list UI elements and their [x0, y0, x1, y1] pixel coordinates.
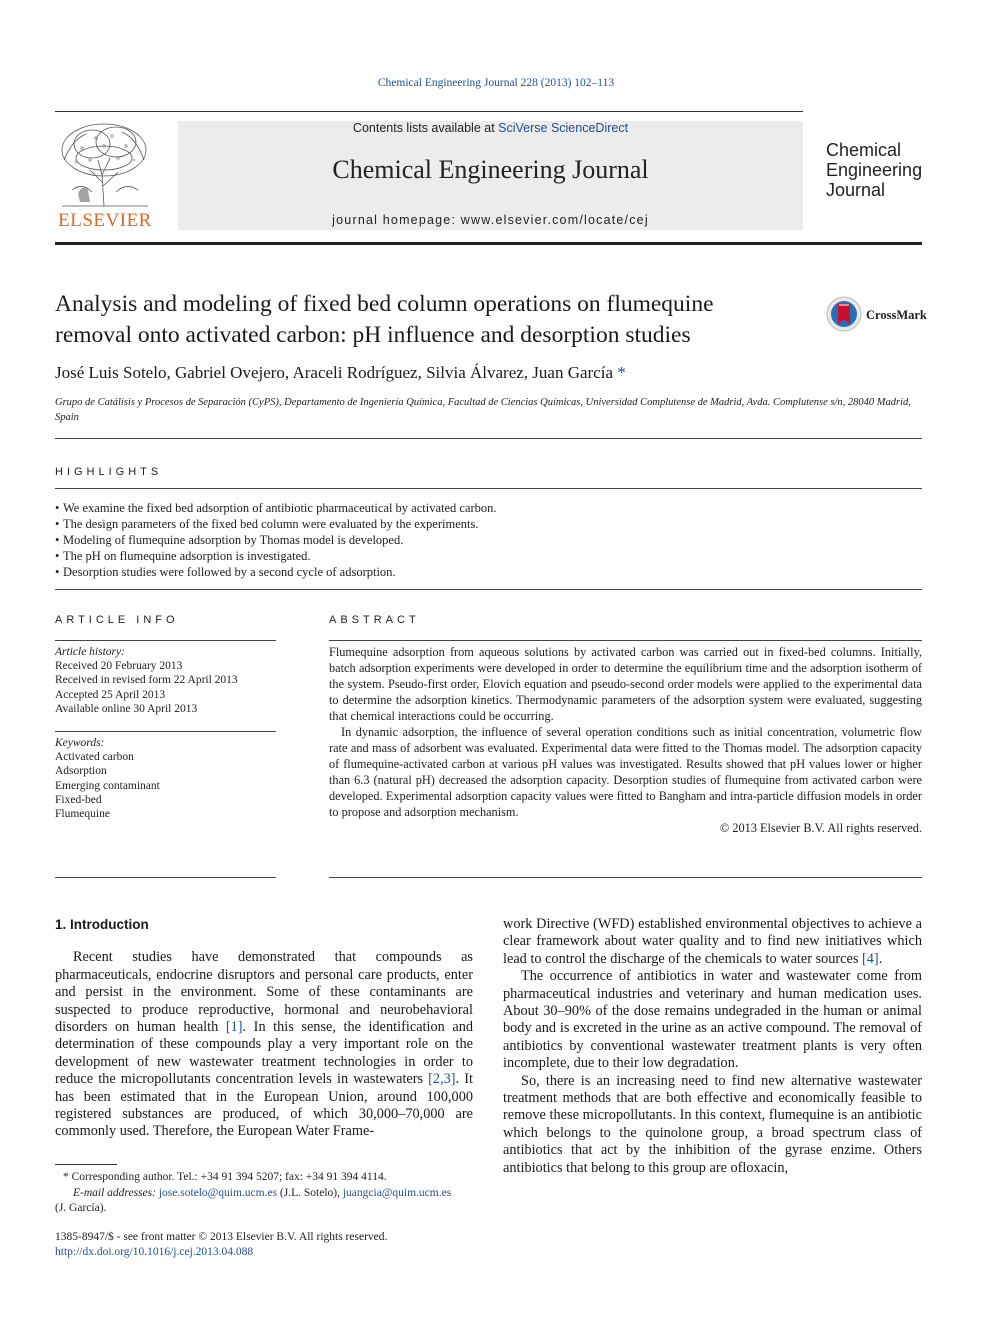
- footnote-mark: *: [63, 1171, 69, 1183]
- cover-title-line: Chemical: [826, 140, 902, 160]
- header-bottom-rule: [55, 242, 922, 245]
- abstract-paragraph: Flumequine adsorption from aqueous solutions by activated carbon was carried out in fixed-bed columns. Initially, batch adsorption experiments were developed in order to determine the equilibrium time and the adsorption isotherm of the system. Pseudo-first order, Elovich equation and pseudo-second order models were applied to the experimental data to determine the adsorption kinetics. Thermodynamic parameters of the adsorption system were evaluated, suggesting that chemical interactions could be occurring.: [329, 645, 922, 723]
- crossmark-icon: [826, 296, 862, 332]
- corresponding-author-mark[interactable]: *: [617, 363, 626, 382]
- intro-left-column: [55, 916, 473, 1141]
- history-item: Available online 30 April 2013: [55, 702, 198, 715]
- abstract-heading: ABSTRACT: [329, 614, 420, 626]
- elsevier-logo[interactable]: [52, 120, 158, 232]
- paragraph-text: work Directive (WFD) established environmental objectives to achieve a clear framework about water quality and to find new initiatives which lead to control the discharge of the chemicals to water sources: [503, 916, 922, 967]
- reference-link[interactable]: [2,3]: [428, 1071, 456, 1088]
- journal-header: [178, 121, 803, 230]
- title-line: Analysis and modeling of fixed bed column operations on flumequine: [55, 291, 714, 317]
- crossmark-button[interactable]: [826, 296, 926, 336]
- abstract-body: [329, 645, 922, 837]
- email-label: E-mail addresses:: [73, 1186, 156, 1199]
- divider: [55, 731, 276, 732]
- body-paragraph: [55, 949, 473, 1140]
- cover-title-line: Engineering: [826, 160, 923, 180]
- body-paragraph: The occurrence of antibiotics in water and wastewater come from pharmaceutical industries and veterinary and human medication uses. About 30–90% of the dose remains undegraded in the human or animal body and is excreted in the urine as an active compound. The removal of antibiotics by conventional wastewater treatment plants is very often incomplete, due to their low degradation.: [503, 968, 922, 1072]
- divider: [329, 877, 922, 878]
- highlight-item: • The design parameters of the fixed bed column were evaluated by the experiments.: [55, 516, 922, 532]
- footnote: [55, 1170, 475, 1217]
- keyword-item: Adsorption: [55, 765, 107, 778]
- email-link[interactable]: juangcia@quim.ucm.es: [342, 1186, 452, 1199]
- highlight-item: • Desorption studies were followed by a second cycle of adsorption.: [55, 564, 922, 580]
- keyword-item: Flumequine: [55, 808, 110, 821]
- corresponding-text: Corresponding author. Tel.: +34 91 394 5207; fax: +34 91 394 4114.: [71, 1171, 387, 1183]
- keywords: [55, 736, 276, 821]
- divider: [55, 877, 276, 878]
- header-top-rule: [55, 111, 803, 112]
- keyword-item: Activated carbon: [55, 751, 134, 764]
- cover-title-line: Journal: [826, 180, 886, 200]
- reference-link[interactable]: [1]: [225, 1019, 243, 1036]
- highlight-item: • We examine the fixed bed adsorption of antibiotic pharmaceutical by activated carbon.: [55, 500, 922, 516]
- history-label: Article history:: [55, 646, 125, 658]
- elsevier-tree-icon: [52, 120, 158, 210]
- title-line: removal onto activated carbon: pH influence and desorption studies: [55, 322, 691, 348]
- abstract-copyright: © 2013 Elsevier B.V. All rights reserved.: [719, 821, 922, 836]
- paragraph-text: .: [878, 950, 883, 967]
- sciencedirect-link[interactable]: SciVerse ScienceDirect: [498, 121, 629, 135]
- issn-line: 1385-8947/$ - see front matter © 2013 Elsevier B.V. All rights reserved.: [55, 1231, 388, 1243]
- divider: [55, 488, 922, 489]
- elsevier-wordmark: ELSEVIER: [58, 210, 152, 231]
- highlights-list: [55, 500, 922, 580]
- history-item: Received 20 February 2013: [55, 660, 183, 673]
- email-line: [55, 1186, 475, 1202]
- corresponding-note: [55, 1170, 475, 1186]
- article-history: [55, 645, 276, 716]
- body-paragraph: So, there is an increasing need to find new alternative wastewater treatment methods that are both effective and economically feasible to remove these micropollutants. In this context, flumequine is an antibiotic which belongs to the quinolone group, a broad spectrum class of antibiotics that act by the inhibition of the gyrase enzime. Others antibiotics that belong to this group are ofloxacin,: [503, 1072, 922, 1176]
- article-info-heading: ARTICLE INFO: [55, 614, 179, 626]
- crossmark-label: CrossMark: [866, 308, 927, 322]
- highlights-heading: HIGHLIGHTS: [55, 466, 163, 478]
- article-title: [55, 289, 815, 351]
- divider: [329, 640, 922, 641]
- highlight-item: • The pH on flumequine adsorption is investigated.: [55, 548, 922, 564]
- journal-name: Chemical Engineering Journal: [332, 155, 649, 184]
- paragraph-text: . It has been estimated that in the European Union, around 100,000 registered substances are produced, of which 30,000–70,000 are commonly used. Therefore, the European Water Frame-: [55, 1071, 473, 1140]
- divider: [55, 438, 922, 439]
- intro-right-column: [503, 916, 922, 1177]
- highlight-item: • Modeling of flumequine adsorption by Thomas model is developed.: [55, 532, 922, 548]
- history-item: Received in revised form 22 April 2013: [55, 674, 238, 687]
- author-list: [55, 363, 626, 383]
- footnote-rule: [55, 1164, 117, 1165]
- keyword-item: Emerging contaminant: [55, 779, 160, 792]
- email-owner: (J.L. Sotelo),: [279, 1186, 340, 1199]
- reference-link[interactable]: [4]: [862, 950, 879, 967]
- divider: [55, 589, 922, 590]
- history-item: Accepted 25 April 2013: [55, 688, 166, 701]
- journal-cover-title: [826, 140, 946, 200]
- abstract-paragraph: In dynamic adsorption, the influence of several operation conditions such as initial concentration, volumetric flow rate and mass of adsorbent was evaluated. Experimental data were fitted to the Thomas model. The adsorption capacity of flumequine-activated carbon at various pH values was investigated. Results showed that pH values lower or higher than 6.3 (natural pH) decreased the adsorption capacity. Desorption studies of flumequine from activated carbon were developed. Experimental adsorption capacity values were fitted to Bangham and intra-particle diffusion models in order to propose and adsorption mechanism.: [329, 724, 922, 819]
- email-owner: (J. García).: [55, 1202, 107, 1214]
- keywords-label: Keywords:: [55, 737, 105, 749]
- contents-line: [178, 121, 803, 135]
- authors-text: José Luis Sotelo, Gabriel Ovejero, Araceli Rodríguez, Silvia Álvarez, Juan García: [55, 363, 613, 382]
- affiliation: Grupo de Catálisis y Procesos de Separación (CyPS), Departamento de Ingeniería Química, Facultad de Ciencias Químicas, Universidad Complutense de Madrid, Avda. Complutense s/n, 28040 Madrid, Spain: [55, 397, 911, 423]
- doi-link[interactable]: http://dx.doi.org/10.1016/j.cej.2013.04.088: [55, 1245, 254, 1258]
- section-heading: 1. Introduction: [55, 917, 149, 932]
- keyword-item: Fixed-bed: [55, 793, 102, 806]
- paragraph-text: . In this sense, the identification and determination of these compounds play a very important role on the development of new wastewater treatment technologies in order to reduce the micropollutants concentration levels in wastewaters: [55, 1019, 473, 1088]
- body-paragraph: [503, 916, 922, 968]
- email-link[interactable]: jose.sotelo@quim.ucm.es: [158, 1186, 278, 1199]
- front-matter: [55, 1230, 475, 1259]
- paragraph-text: Recent studies have demonstrated that compounds as pharmaceuticals, endocrine disruptors and personal care products, enter and persist in the environment. Some of these contaminants are suspected to produce reproductive, hormonal and neurobehavioral disorders on human health: [55, 949, 473, 1036]
- journal-homepage[interactable]: journal homepage: www.elsevier.com/locate/cej: [332, 213, 649, 227]
- contents-prefix: Contents lists available at: [352, 121, 499, 135]
- divider: [55, 640, 276, 641]
- journal-citation[interactable]: Chemical Engineering Journal 228 (2013) 102–113: [377, 77, 615, 89]
